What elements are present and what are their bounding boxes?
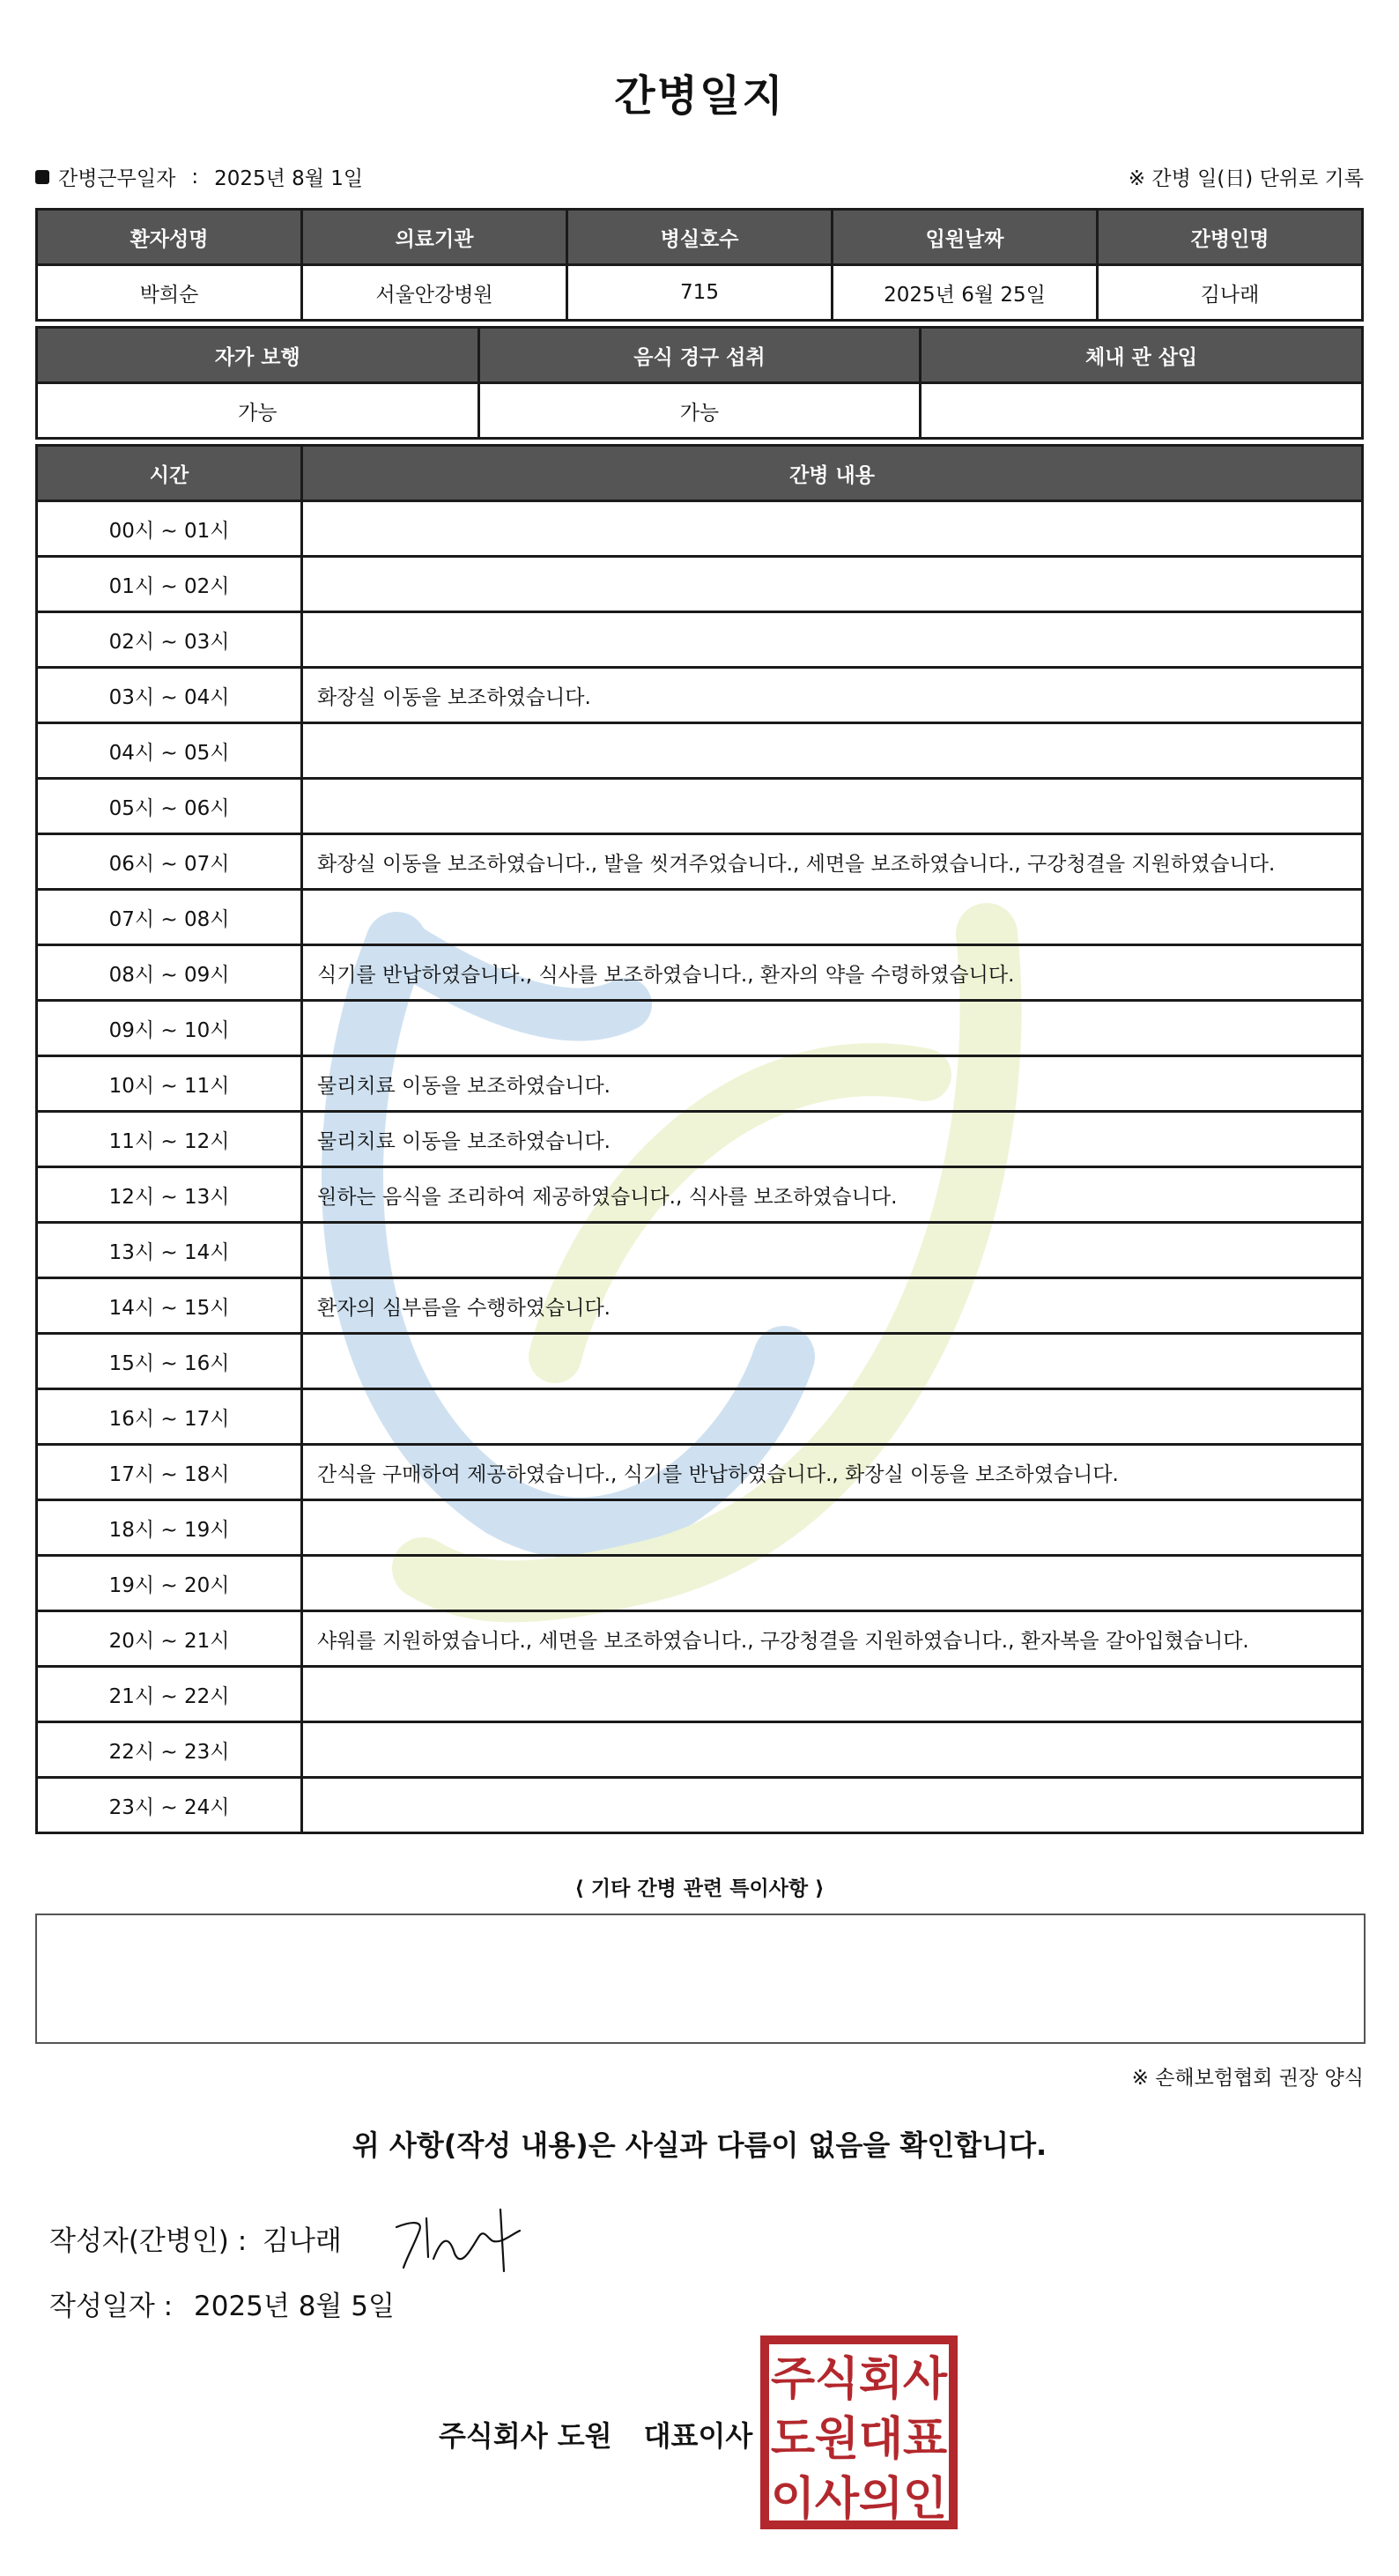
seal-character: 이 [770, 2473, 816, 2526]
writer-line [49, 2218, 342, 2258]
work-date-separator: : [191, 165, 199, 189]
care-content: 식기를 반납하였습니다., 식사를 보조하였습니다., 환자의 약을 수령하였습니다. [302, 945, 1363, 1001]
header-hospital: 의료기관 [302, 210, 567, 265]
table-row [37, 779, 1363, 834]
care-content [302, 612, 1363, 668]
table-row [37, 1778, 1363, 1833]
care-content [302, 501, 1363, 557]
company-name: 주식회사 도원 [439, 2419, 612, 2453]
caregiver-name: 김나래 [1098, 265, 1363, 321]
seal-character: 사 [902, 2353, 948, 2406]
care-content [302, 723, 1363, 779]
care-content [302, 1556, 1363, 1611]
care-log-rows [37, 501, 1363, 1833]
header-tube-insertion: 체내 관 삽입 [921, 328, 1363, 383]
seal-character: 대 [858, 2413, 904, 2466]
special-notes-title: ⟨ 기타 간병 관련 특이사항 ⟩ [574, 1877, 825, 1900]
care-content: 물리치료 이동을 보조하였습니다. [302, 1112, 1363, 1167]
table-row [37, 1001, 1363, 1056]
time-slot: 12시 ~ 13시 [37, 1167, 302, 1223]
header-caregiver: 간병인명 [1098, 210, 1363, 265]
time-slot: 00시 ~ 01시 [37, 501, 302, 557]
header-time: 시간 [37, 446, 302, 501]
table-row [37, 1445, 1363, 1500]
time-slot: 06시 ~ 07시 [37, 834, 302, 890]
care-content [302, 1223, 1363, 1278]
table-row [37, 612, 1363, 668]
seal-character: 식 [814, 2353, 860, 2406]
table-row [37, 723, 1363, 779]
header-self-walking: 자가 보행 [37, 328, 479, 383]
table-row [37, 1722, 1363, 1778]
ability-table [35, 326, 1364, 440]
time-slot: 18시 ~ 19시 [37, 1500, 302, 1556]
tube-insertion-value [921, 383, 1363, 439]
seal-character: 주 [770, 2353, 816, 2406]
table-row [37, 1334, 1363, 1389]
table-row [37, 1056, 1363, 1112]
seal-character: 회 [858, 2353, 904, 2406]
table-row [37, 1278, 1363, 1334]
care-content: 화장실 이동을 보조하였습니다. [302, 668, 1363, 723]
care-content: 환자의 심부름을 수행하였습니다. [302, 1278, 1363, 1334]
write-date-line [49, 2284, 395, 2323]
header-patient-name: 환자성명 [37, 210, 302, 265]
care-content [302, 890, 1363, 945]
time-slot: 02시 ~ 03시 [37, 612, 302, 668]
time-slot: 16시 ~ 17시 [37, 1389, 302, 1445]
document-title: 간병일지 [614, 71, 785, 121]
patient-info-table [35, 208, 1364, 322]
care-content: 원하는 음식을 조리하여 제공하였습니다., 식사를 보조하였습니다. [302, 1167, 1363, 1223]
table-row [37, 834, 1363, 890]
confirmation-statement: 위 사항(작성 내용)은 사실과 다름이 없음을 확인합니다. [352, 2128, 1047, 2162]
square-bullet-icon [35, 170, 49, 184]
work-date-label: 간병근무일자 [58, 167, 176, 190]
seal-character: 원 [814, 2413, 860, 2466]
table-row [37, 668, 1363, 723]
room-number: 715 [567, 265, 833, 321]
care-content [302, 1001, 1363, 1056]
time-slot: 17시 ~ 18시 [37, 1445, 302, 1500]
company-line [439, 2414, 752, 2454]
care-content [302, 779, 1363, 834]
care-content [302, 1722, 1363, 1778]
care-content [302, 1500, 1363, 1556]
table-row [37, 1500, 1363, 1556]
work-date [35, 162, 363, 191]
table-row [37, 1389, 1363, 1445]
table-row [37, 1167, 1363, 1223]
header-admission-date: 입원날짜 [833, 210, 1098, 265]
time-slot: 11시 ~ 12시 [37, 1112, 302, 1167]
seal-character: 사 [814, 2473, 860, 2526]
table-row [37, 1556, 1363, 1611]
header-room: 병실호수 [567, 210, 833, 265]
time-slot: 20시 ~ 21시 [37, 1611, 302, 1667]
write-date-value: 2025년 8월 5일 [194, 2291, 395, 2322]
time-slot: 03시 ~ 04시 [37, 668, 302, 723]
care-log-table [35, 444, 1364, 1834]
time-slot: 10시 ~ 11시 [37, 1056, 302, 1112]
care-content [302, 1389, 1363, 1445]
table-row [37, 1611, 1363, 1667]
self-walking-value: 가능 [37, 383, 479, 439]
time-slot: 07시 ~ 08시 [37, 890, 302, 945]
writer-label: 작성자(간병인) : [49, 2225, 248, 2257]
care-content [302, 1667, 1363, 1722]
seal-character: 표 [902, 2413, 948, 2466]
patient-name: 박희순 [37, 265, 302, 321]
work-date-value: 2025년 8월 1일 [214, 167, 364, 190]
time-slot: 23시 ~ 24시 [37, 1778, 302, 1833]
table-row [37, 890, 1363, 945]
table-row [37, 557, 1363, 612]
time-slot: 01시 ~ 02시 [37, 557, 302, 612]
care-content: 화장실 이동을 보조하였습니다., 발을 씻겨주었습니다., 세면을 보조하였습니다., 구강청결을 지원하였습니다. [302, 834, 1363, 890]
time-slot: 15시 ~ 16시 [37, 1334, 302, 1389]
hospital-name: 서울안강병원 [302, 265, 567, 321]
special-notes-box [35, 1913, 1366, 2044]
care-content: 샤워를 지원하였습니다., 세면을 보조하였습니다., 구강청결을 지원하였습니다., 환자복을 갈아입혔습니다. [302, 1611, 1363, 1667]
handwritten-signature [388, 2201, 529, 2275]
write-date-label: 작성일자 : [49, 2291, 174, 2322]
oral-intake-value: 가능 [478, 383, 921, 439]
care-content [302, 557, 1363, 612]
meta-row [35, 162, 1364, 192]
time-slot: 21시 ~ 22시 [37, 1667, 302, 1722]
time-slot: 08시 ~ 09시 [37, 945, 302, 1001]
care-content: 물리치료 이동을 보조하였습니다. [302, 1056, 1363, 1112]
writer-name: 김나래 [263, 2225, 342, 2257]
time-slot: 04시 ~ 05시 [37, 723, 302, 779]
time-slot: 19시 ~ 20시 [37, 1556, 302, 1611]
table-row [37, 1112, 1363, 1167]
header-care-content: 간병 내용 [302, 446, 1363, 501]
table-row [37, 1223, 1363, 1278]
table-row [37, 501, 1363, 557]
time-slot: 05시 ~ 06시 [37, 779, 302, 834]
time-slot: 14시 ~ 15시 [37, 1278, 302, 1334]
table-row [37, 1667, 1363, 1722]
care-content [302, 1778, 1363, 1833]
company-seal-stamp [759, 2335, 959, 2530]
care-content [302, 1334, 1363, 1389]
seal-character: 도 [770, 2413, 816, 2466]
seal-character: 의 [858, 2473, 904, 2526]
care-content: 간식을 구매하여 제공하였습니다., 식기를 반납하였습니다., 화장실 이동을 보조하였습니다. [302, 1445, 1363, 1500]
form-note: ※ 손해보험협회 권장 양식 [1131, 2067, 1364, 2090]
unit-note: ※ 간병 일(日) 단위로 기록 [1128, 167, 1364, 190]
header-oral-intake: 음식 경구 섭취 [478, 328, 921, 383]
time-slot: 22시 ~ 23시 [37, 1722, 302, 1778]
table-row [37, 945, 1363, 1001]
company-title: 대표이사 [643, 2419, 753, 2453]
time-slot: 09시 ~ 10시 [37, 1001, 302, 1056]
seal-character: 인 [902, 2473, 948, 2526]
admission-date: 2025년 6월 25일 [833, 265, 1098, 321]
time-slot: 13시 ~ 14시 [37, 1223, 302, 1278]
